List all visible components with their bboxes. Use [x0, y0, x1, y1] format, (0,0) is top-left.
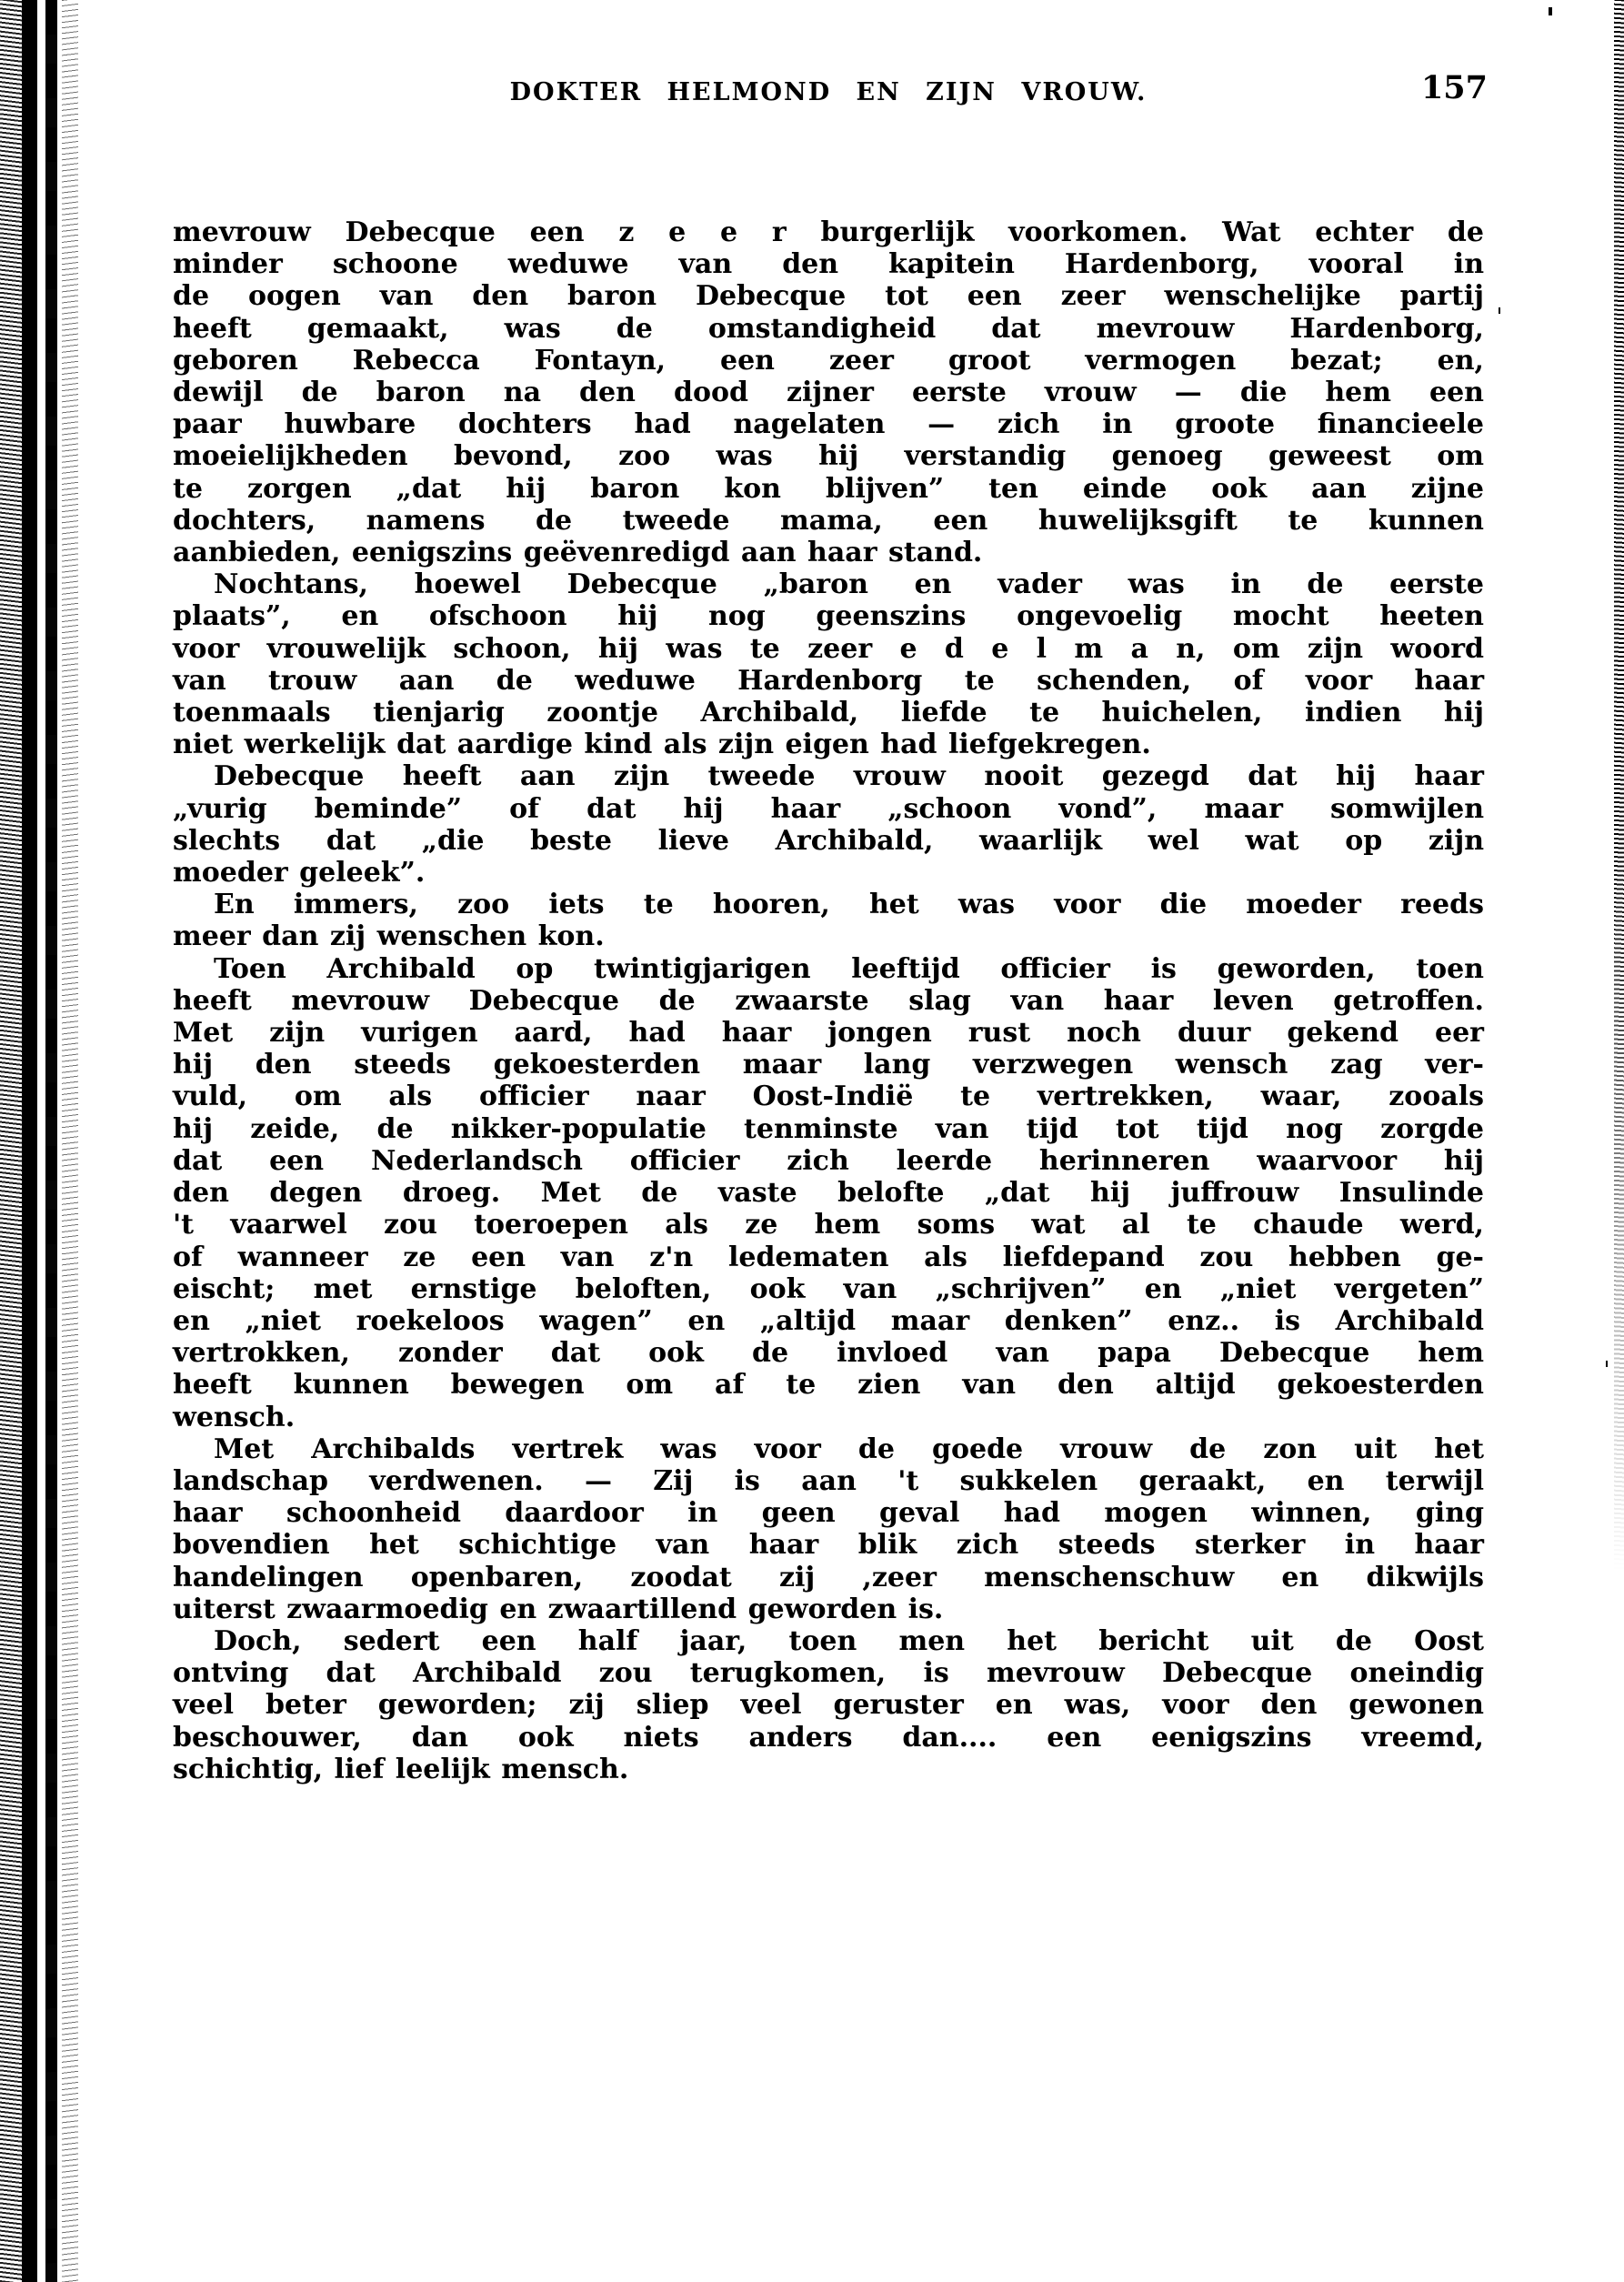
text-line: plaats”, en ofschoon hij nog geenszins ongevoelig mocht heeten — [173, 600, 1484, 633]
text-line: voor vrouwelijk schoon, hij was te zeer e d e l m a n, om zijn woord — [173, 632, 1484, 665]
page-edge-shadow — [1614, 0, 1624, 1619]
text-line: hij zeide, de nikker-populatie tenminste van tijd tot tijd nog zorgde — [173, 1112, 1484, 1145]
text-line: te zorgen „dat hij baron kon blijven” ten einde ook aan zijne — [173, 472, 1484, 505]
text-line: of wanneer ze een van z'n ledematen als liefdepand zou hebben ge- — [173, 1241, 1484, 1273]
text-line: moeder geleek”. — [173, 857, 426, 890]
paragraph — [173, 1625, 1484, 1785]
text-line: eischt; met ernstige beloften, ook van „schrijven” en „niet vergeten” — [173, 1272, 1484, 1305]
text-line: niet werkelijk dat aardige kind als zijn eigen had liefgekregen. — [173, 729, 1151, 761]
text-line: Met Archibalds vertrek was voor de goede vrouw de zon uit het — [214, 1433, 1484, 1465]
text-line: mevrouw Debecque een z e e r burgerlijk voorkomen. Wat echter de — [173, 216, 1484, 248]
text-line: „vurig beminde” of dat hij haar „schoon vond”, maar somwijlen — [173, 792, 1484, 825]
text-line: heeft mevrouw Debecque de zwaarste slag van haar leven getroffen. — [173, 984, 1484, 1017]
text-line: dewijl de baron na den dood zijner eerste vrouw — die hem een — [173, 377, 1484, 409]
page-number: 157 — [1420, 69, 1488, 106]
text-line: hij den steeds gekoesterden maar lang verzwegen wensch zag ver- — [173, 1049, 1484, 1081]
text-line: meer dan zij wenschen kon. — [173, 920, 605, 953]
running-header-title: DOKTER HELMOND EN ZIJN VROUW. — [509, 78, 1148, 106]
paragraph — [173, 889, 1484, 952]
text-line: 't vaarwel zou toeroepen als ze hem soms wat al te chaude werd, — [173, 1209, 1484, 1242]
text-line: geboren Rebecca Fontayn, een zeer groot vermogen bezat; en, — [173, 344, 1484, 377]
scan-speckles — [1549, 7, 1552, 15]
text-line: aanbieden, eenigszins geëvenredigd aan haar stand. — [173, 537, 983, 569]
text-line: minder schoone weduwe van den kapitein Hardenborg, vooral in — [173, 248, 1484, 281]
text-line: heeft kunnen bewegen om af te zien van den altijd gekoesterden — [173, 1369, 1484, 1402]
text-line: moeielijkheden bevond, zoo was hij verstandig genoeg geweest om — [173, 440, 1484, 473]
text-line: Nochtans, hoewel Debecque „baron en vader was in de eerste — [214, 568, 1484, 601]
text-line: dat een Nederlandsch officier zich leerde herinneren waarvoor hij — [173, 1144, 1484, 1177]
text-line: den degen droeg. Met de vaste belofte „dat hij juffrouw Insulinde — [173, 1177, 1484, 1210]
text-line: veel beter geworden; zij sliep veel geruster en was, voor den gewonen — [173, 1689, 1484, 1722]
text-line: landschap verdwenen. — Zij is aan 't sukkelen geraakt, en terwijl — [173, 1464, 1484, 1497]
text-line: En immers, zoo iets te hooren, het was voor die moeder reeds — [214, 889, 1484, 921]
text-line: heeft gemaakt, was de omstandigheid dat mevrouw Hardenborg, — [173, 312, 1484, 345]
text-line: Met zijn vurigen aard, had haar jongen rust noch duur gekend eer — [173, 1017, 1484, 1050]
text-line: Doch, sedert een half jaar, toen men het bericht uit de Oost — [214, 1624, 1484, 1657]
text-line: Debecque heeft aan zijn tweede vrouw nooit gezegd dat hij haar — [214, 760, 1484, 793]
text-line: dochters, namens de tweede mama, een huwelijksgift te kunnen — [173, 504, 1484, 537]
text-line: uiterst zwaarmoedig en zwaartillend geworden is. — [173, 1593, 944, 1625]
paragraph — [173, 760, 1484, 889]
binding-shadow — [0, 0, 87, 2282]
text-line: handelingen openbaren, zoodat zij ,zeer menschenschuw en dikwijls — [173, 1561, 1484, 1593]
text-line: bovendien het schichtige van haar blik zich steeds sterker in haar — [173, 1529, 1484, 1562]
text-line: beschouwer, dan ook niets anders dan.... een eenigszins vreemd, — [173, 1721, 1484, 1754]
paragraph — [173, 953, 1484, 1433]
text-line: paar huwbare dochters had nagelaten — zich in groote financieele — [173, 408, 1484, 441]
paragraph — [173, 1433, 1484, 1625]
text-line: wensch. — [173, 1401, 296, 1433]
text-line: vuld, om als officier naar Oost-Indië te vertrekken, waar, zooals — [173, 1081, 1484, 1113]
text-line: Toen Archibald op twintigjarigen leeftijd officier is geworden, toen — [214, 952, 1484, 985]
text-line: ontving dat Archibald zou terugkomen, is mevrouw Debecque oneindig — [173, 1657, 1484, 1690]
text-line: en „niet roekeloos wagen” en „altijd maar denken” enz.. is Archibald — [173, 1304, 1484, 1337]
body-text — [173, 216, 1484, 1785]
text-line: slechts dat „die beste lieve Archibald, waarlijk wel wat op zijn — [173, 824, 1484, 857]
text-line: van trouw aan de weduwe Hardenborg te schenden, of voor haar — [173, 664, 1484, 697]
paragraph — [173, 216, 1484, 568]
text-line: toenmaals tienjarig zoontje Archibald, liefde te huichelen, indien hij — [173, 697, 1484, 729]
text-line: schichtig, lief leelijk mensch. — [173, 1753, 629, 1785]
text-line: de oogen van den baron Debecque tot een zeer wenschelijke partij — [173, 280, 1484, 313]
paragraph — [173, 568, 1484, 760]
text-line: haar schoonheid daardoor in geen geval had mogen winnen, ging — [173, 1497, 1484, 1530]
text-line: vertrokken, zonder dat ook de invloed van papa Debecque hem — [173, 1337, 1484, 1370]
